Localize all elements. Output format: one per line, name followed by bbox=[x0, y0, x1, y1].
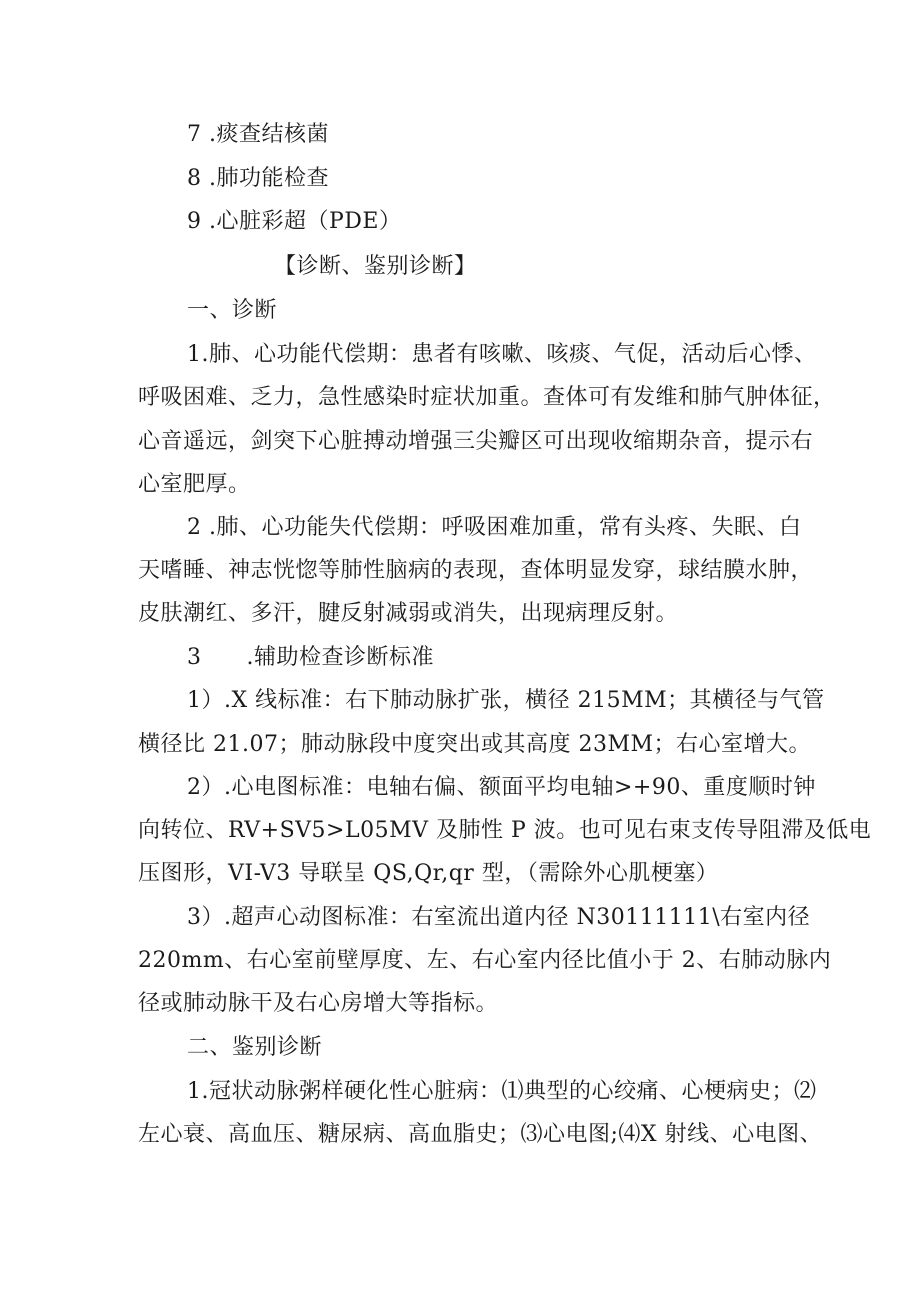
para2-line2: 天嗜睡、神志恍惚等肺性脑病的表现，查体明显发穿，球结膜水肿， bbox=[138, 558, 814, 583]
list-item-9: 9 .心脏彩超（PDE） bbox=[187, 209, 402, 234]
list-item-7: 7 .痰查结核菌 bbox=[187, 122, 329, 147]
part-one-title: 一、诊断 bbox=[187, 298, 278, 323]
para1-line4: 心室肥厚。 bbox=[138, 472, 251, 497]
para6-line2: 220mm、右心室前壁厚度、左、右心室内径比值小于 2、右肺动脉内 bbox=[138, 948, 832, 973]
para4-line1: 1）.X 线标准：右下肺动脉扩张，横径 215MM；其横径与气管 bbox=[187, 688, 825, 713]
para5-line1: 2）.心电图标准：电轴右偏、额面平均电轴>+90、重度顺时钟 bbox=[187, 775, 816, 800]
para2-line1: 2 .肺、心功能失代偿期：呼吸困难加重，常有头疼、失眠、白 bbox=[187, 515, 802, 540]
para6-line3: 径或肺动脉干及右心房增大等指标。 bbox=[138, 991, 499, 1016]
part-two-title: 二、鉴别诊断 bbox=[187, 1035, 323, 1060]
section-heading: 【诊断、鉴别诊断】 bbox=[274, 254, 477, 279]
para6-line1: 3）.超声心动图标准：右室流出道内径 N30111111\右室内径 bbox=[187, 905, 811, 930]
list-item-8: 8 .肺功能检查 bbox=[187, 166, 329, 191]
diff-para1-line2: 左心衰、高血压、糖尿病、高血脂史；⑶心电图;⑷X 射线、心电图、 bbox=[138, 1122, 823, 1147]
para5-line2: 向转位、RV+SV5>L05MV 及肺性 P 波。也可见右束支传导阻滞及低电 bbox=[138, 818, 872, 843]
para4-line2: 横径比 21.07；肺动脉段中度突出或其高度 23MM；右心室增大。 bbox=[138, 732, 812, 757]
para3-title: 3 .辅助检查诊断标准 bbox=[187, 645, 434, 670]
para5-line3: 压图形，VI-V3 导联呈 QS,Qr,qr 型，（需除外心肌梗塞） bbox=[138, 861, 719, 886]
para1-line2: 呼吸困难、乏力，急性感染时症状加重。查体可有发维和肺气肿体征， bbox=[138, 385, 836, 410]
para2-line3: 皮肤潮红、多汗，腱反射减弱或消失，出现病理反射。 bbox=[138, 601, 679, 626]
para1-line3: 心音遥远，剑突下心脏搏动增强三尖瓣区可出现收缩期杂音，提示右 bbox=[138, 429, 814, 454]
para1-line1: 1.肺、心功能代偿期：患者有咳嗽、咳痰、气促，活动后心悸、 bbox=[187, 342, 817, 367]
diff-para1-line1: 1.冠状动脉粥样硬化性心脏病：⑴典型的心绞痛、心梗病史；⑵ bbox=[187, 1079, 817, 1104]
